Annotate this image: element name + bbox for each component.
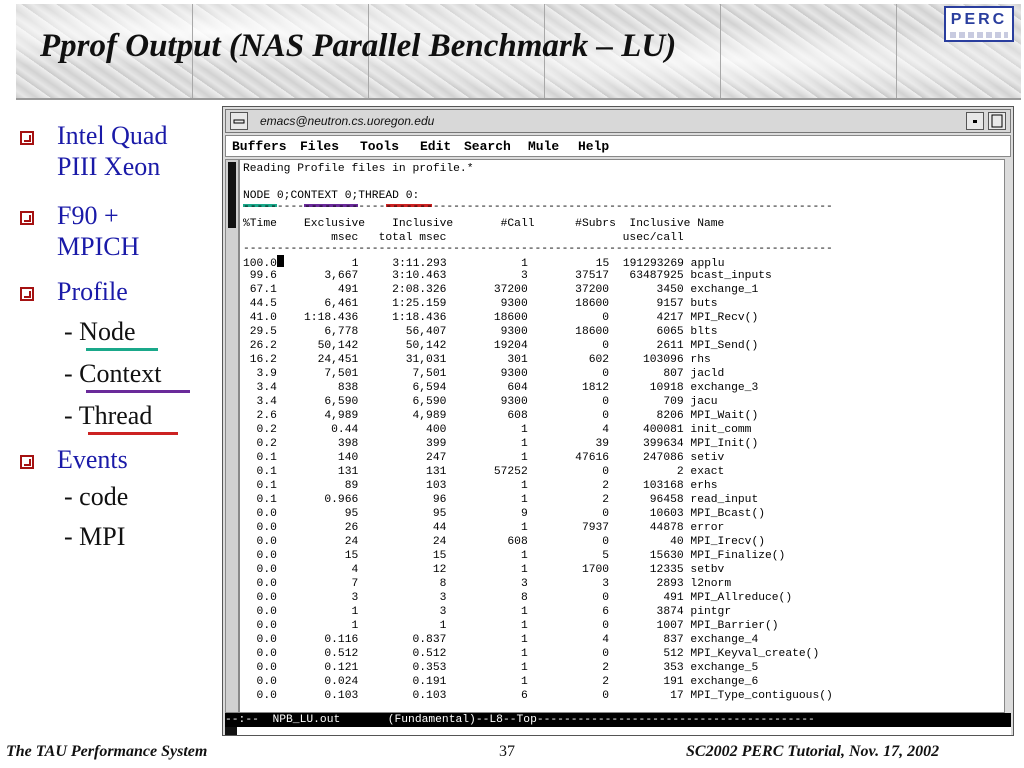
bullet-item [20,200,210,262]
bullet-label-line2: MPICH [57,232,140,261]
banner-divider [720,4,721,98]
node-context-thread-line: NODE 0;CONTEXT 0;THREAD 0: [243,190,420,202]
bullet-label-line2: PIII Xeon [57,152,161,181]
table-row: 44.5 6,461 1:25.159 9300 18600 9157 buts [243,298,718,310]
bullet-label: Events [57,445,128,474]
table-row: 26.2 50,142 50,142 19204 0 2611 MPI_Send() [243,340,759,352]
vertical-scrollbar[interactable] [225,159,239,713]
table-row: 0.0 4 12 1 1700 12335 setbv [243,564,725,576]
node-underline [86,348,158,351]
bullet-label: F90 + [57,201,119,230]
menu-tools[interactable]: Tools [360,139,400,154]
checkbox-bullet-icon [20,211,34,225]
page-number: 37 [499,743,515,760]
maximize-button[interactable] [988,112,1006,130]
checkbox-bullet-icon [20,287,34,301]
table-row: 0.0 24 24 608 0 40 MPI_Irecv() [243,536,766,548]
window-menu-button[interactable] [230,112,248,130]
separator-line: --------------------------------------------------------------------------------------- [243,243,833,255]
context-underline [86,390,190,393]
table-row: 0.0 3 3 8 0 491 MPI_Allreduce() [243,592,793,604]
window-titlebar[interactable] [225,109,1011,133]
table-row: 99.6 3,667 3:10.463 3 37517 63487925 bcast_inputs [243,270,772,282]
bullet-label: Profile [57,277,128,306]
table-row: 16.2 24,451 31,031 301 602 103096 rhs [243,354,711,366]
emacs-window [222,106,1014,736]
table-row: 0.1 0.966 96 1 2 96458 read_input [243,494,759,506]
window-menu-icon [231,113,247,129]
events-sub-code: - code [64,482,129,511]
menu-search[interactable]: Search [464,139,511,154]
table-row: 3.4 6,590 6,590 9300 0 709 jacu [243,396,718,408]
table-row: 3.9 7,501 7,501 9300 0 807 jacld [243,368,725,380]
profile-sub-thread: - Thread [20,400,210,432]
bullet-item [20,276,210,307]
table-row: 0.1 89 103 1 2 103168 erhs [243,480,718,492]
menu-help[interactable]: Help [578,139,610,154]
table-row: 100.0 1 3:11.293 1 15 191293269 applu [243,255,725,271]
mode-line: --:-- NPB_LU.out (Fundamental)--L8--Top----------------------------------------- [225,713,1011,727]
bullet-list [20,120,210,553]
context-label: Context [79,359,162,388]
table-row: 0.0 1 1 1 0 1007 MPI_Barrier() [243,620,779,632]
table-row: 0.0 0.121 0.353 1 2 353 exchange_5 [243,662,759,674]
table-row: 3.4 838 6,594 604 1812 10918 exchange_3 [243,382,759,394]
events-sub-mpi: - MPI [64,522,126,551]
perc-logo [944,6,1014,42]
emacs-menubar [225,135,1011,157]
table-row: 0.0 26 44 1 7937 44878 error [243,522,725,534]
menu-files[interactable]: Files [300,139,340,154]
table-row: 2.6 4,989 4,989 608 0 8206 MPI_Wait() [243,410,759,422]
table-header: %Time Exclusive Inclusive #Call #Subrs Inclusive Name [243,218,725,230]
checkbox-bullet-icon [20,131,34,145]
bullet-label: Intel Quad [57,121,168,150]
bullet-item [20,120,210,182]
table-row: 0.0 1 3 1 6 3874 pintgr [243,606,732,618]
slide-title: Pprof Output (NAS Parallel Benchmark – LU) [40,28,677,64]
table-row: 0.1 131 131 57252 0 2 exact [243,466,725,478]
profile-sub-node: - Node [20,316,210,348]
minibuffer[interactable] [225,727,1011,735]
table-row: 0.0 0.512 0.512 1 0 512 MPI_Keyval_create() [243,648,820,660]
footer-left: The TAU Performance System [6,743,208,760]
menu-edit[interactable]: Edit [420,139,452,154]
bullet-item [20,444,210,475]
table-row: 0.0 0.116 0.837 1 4 837 exchange_4 [243,634,759,646]
maximize-icon [989,113,1005,129]
table-row: 0.0 7 8 3 3 2893 l2norm [243,578,732,590]
window-title: emacs@neutron.cs.uoregon.edu [260,114,435,128]
banner-divider [896,4,897,98]
footer-right: SC2002 PERC Tutorial, Nov. 17, 2002 [686,743,940,760]
table-row: 0.0 0.103 0.103 6 0 17 MPI_Type_contiguous() [243,690,833,702]
menu-mule[interactable]: Mule [528,139,560,154]
table-row: 0.0 95 95 9 0 10603 MPI_Bcast() [243,508,766,520]
menu-buffers[interactable]: Buffers [232,139,287,154]
table-row: 0.0 15 15 1 5 15630 MPI_Finalize() [243,550,786,562]
table-row: 0.2 0.44 400 1 4 400081 init_comm [243,424,752,436]
node-label: Node [79,317,136,346]
table-row: 0.2 398 399 1 39 399634 MPI_Init() [243,438,759,450]
table-row: 29.5 6,778 56,407 9300 18600 6065 blts [243,326,718,338]
table-row: 67.1 491 2:08.326 37200 37200 3450 exchange_1 [243,284,759,296]
separator-line: --------------------------------------------------------------------------------------- [243,201,833,213]
table-row: 41.0 1:18.436 1:18.436 18600 0 4217 MPI_Recv() [243,312,759,324]
minimize-button[interactable] [966,112,984,130]
table-header-units: msec total msec usec/call [243,232,684,244]
table-row: 0.1 140 247 1 47616 247086 setiv [243,452,725,464]
thread-label: Thread [78,401,153,430]
table-row: 0.0 0.024 0.191 1 2 191 exchange_6 [243,676,759,688]
perc-logo-text: PERC [950,11,1008,28]
minibuffer-cursor [225,727,237,735]
profile-sub-context: - Context [20,358,210,390]
text-cursor [277,255,284,267]
buffer-text-area[interactable] [239,159,1005,713]
scrollbar-thumb[interactable] [228,162,236,228]
minimize-icon [967,113,983,129]
checkbox-bullet-icon [20,455,34,469]
status-line: Reading Profile files in profile.* [243,163,474,175]
thread-underline [88,432,178,435]
